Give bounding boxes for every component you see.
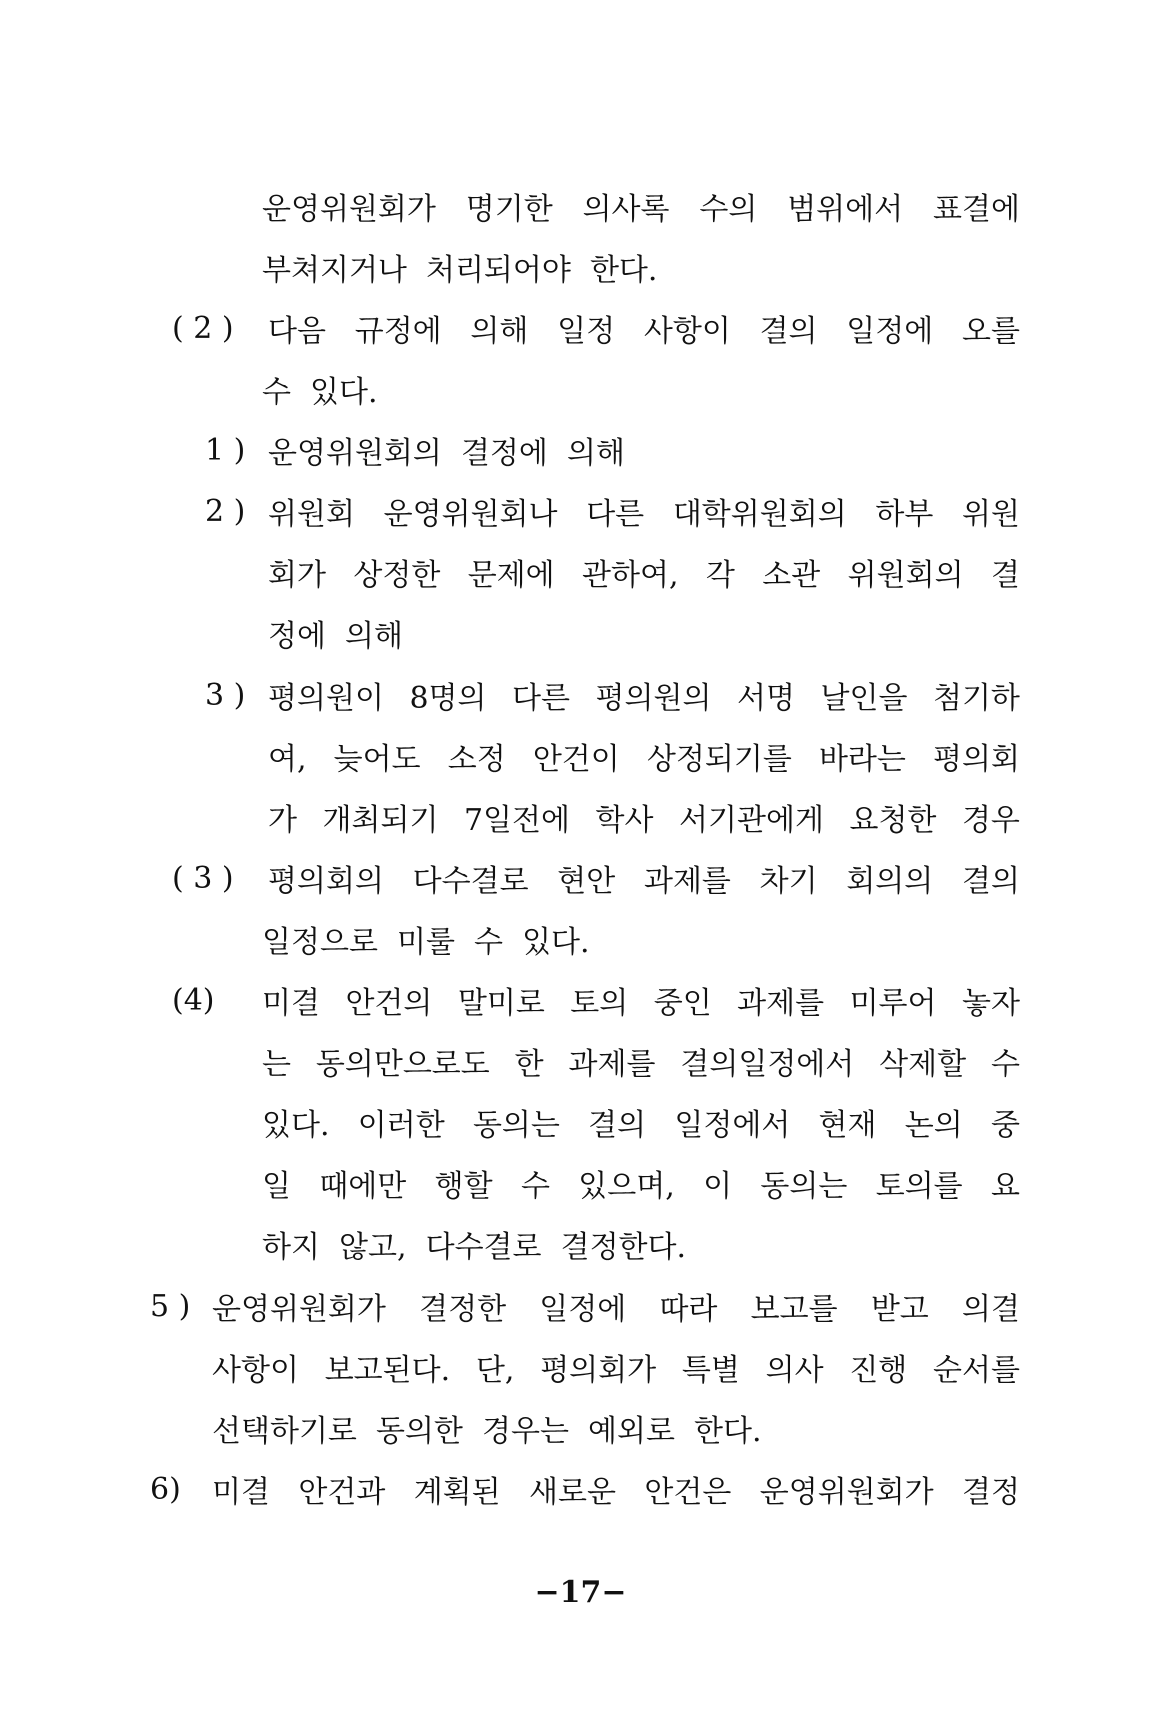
word: 소정 bbox=[447, 742, 506, 777]
word: 보고된다. bbox=[324, 1353, 451, 1388]
word: 결의일정에서 bbox=[680, 1047, 855, 1082]
word: 있다. bbox=[262, 1108, 330, 1143]
word: 일정에 bbox=[846, 314, 934, 349]
item-6-marker: 6) bbox=[150, 1471, 181, 1507]
word: 안건이 bbox=[532, 742, 620, 777]
word: 문제에 bbox=[467, 558, 555, 593]
word: 상정되기를 bbox=[646, 742, 792, 777]
sub-3-line1 bbox=[268, 664, 1020, 726]
sub-3-line2 bbox=[268, 725, 1020, 787]
item-4-line1 bbox=[262, 969, 1020, 1031]
item-4-line3 bbox=[262, 1091, 1020, 1153]
word: 결정 bbox=[962, 1475, 1020, 1510]
word: 평의회의 bbox=[268, 864, 384, 899]
word: 수의 bbox=[699, 192, 758, 227]
word: 일정에 bbox=[539, 1292, 627, 1327]
word: 과제를 bbox=[737, 986, 825, 1021]
word: 한 bbox=[514, 1047, 544, 1082]
word: 결의 bbox=[588, 1108, 647, 1143]
word: 의해 bbox=[470, 314, 529, 349]
word: 동의만으로도 bbox=[315, 1047, 490, 1082]
sub-2-line3: 정에 의해 bbox=[268, 619, 403, 654]
word: 회의의 bbox=[846, 864, 934, 899]
word: 논의 bbox=[904, 1108, 963, 1143]
word: 보고를 bbox=[750, 1292, 838, 1327]
word: 늦어도 bbox=[333, 742, 421, 777]
word: 표결에 bbox=[932, 192, 1020, 227]
word: 일정에서 bbox=[674, 1108, 791, 1143]
item-5-line1 bbox=[212, 1275, 1020, 1337]
word: 날인을 bbox=[820, 681, 908, 716]
word: 위원회 bbox=[268, 497, 355, 532]
word: 8명의 bbox=[409, 681, 487, 716]
word: 평의원이 bbox=[268, 681, 384, 716]
word: 수 bbox=[991, 1047, 1020, 1082]
word: 관하여, bbox=[582, 558, 679, 593]
word: 요청한 bbox=[849, 803, 937, 838]
word: 동의는 bbox=[472, 1108, 560, 1143]
word: 안건은 bbox=[644, 1475, 732, 1510]
word: 개최되기 bbox=[322, 803, 439, 838]
item-4-line4 bbox=[262, 1152, 1020, 1214]
sub-2-line2 bbox=[268, 541, 1020, 603]
word: 대학위원회의 bbox=[672, 497, 847, 532]
sub-1-text: 운영위원회의 결정에 의해 bbox=[268, 436, 625, 471]
word: 사항이 bbox=[212, 1353, 299, 1388]
word: 경우 bbox=[961, 803, 1020, 838]
word: 회가 bbox=[268, 558, 326, 593]
word: 단, bbox=[475, 1353, 515, 1388]
word: 평의원의 bbox=[595, 681, 712, 716]
page-number: −17− bbox=[534, 1575, 627, 1610]
item-2-marker: ( 2 ) bbox=[172, 310, 234, 346]
word: 수 bbox=[520, 1169, 550, 1204]
word: 차기 bbox=[759, 864, 818, 899]
sub-2-marker: 2 ) bbox=[205, 493, 246, 529]
word: 의사록 bbox=[582, 192, 670, 227]
sub-2-line1 bbox=[268, 480, 1020, 542]
word: 각 bbox=[705, 558, 735, 593]
sub-1-marker: 1 ) bbox=[205, 432, 246, 468]
word: 의사 bbox=[765, 1353, 824, 1388]
word: 안건과 bbox=[298, 1475, 386, 1510]
word: 결의 bbox=[962, 864, 1020, 899]
item-3-line1 bbox=[268, 847, 1020, 909]
item-3-line2: 일정으로 미룰 수 있다. bbox=[262, 925, 590, 960]
item-5-marker: 5 ) bbox=[150, 1288, 191, 1324]
word: 평의회 bbox=[933, 742, 1020, 777]
word: 위원회의 bbox=[847, 558, 964, 593]
word: 중인 bbox=[653, 986, 712, 1021]
word: 다음 bbox=[268, 314, 326, 349]
word: 오를 bbox=[961, 314, 1020, 349]
word: 미루어 bbox=[849, 986, 937, 1021]
item-5-line2 bbox=[212, 1336, 1020, 1398]
word: 의결 bbox=[962, 1292, 1020, 1327]
item-4-marker: (4) bbox=[172, 982, 215, 1018]
block1-line1 bbox=[262, 175, 1020, 237]
word: 는 bbox=[262, 1047, 291, 1082]
word: 하부 bbox=[875, 497, 934, 532]
word: 때에만 bbox=[319, 1169, 407, 1204]
word: 첨기하 bbox=[932, 681, 1020, 716]
word: 여, bbox=[268, 742, 307, 777]
word: 서명 bbox=[736, 681, 795, 716]
word: 새로운 bbox=[529, 1475, 616, 1510]
word: 현재 bbox=[818, 1108, 877, 1143]
word: 사항이 bbox=[643, 314, 731, 349]
word: 과제를 bbox=[568, 1047, 656, 1082]
word: 다수결로 bbox=[412, 864, 529, 899]
word: 소관 bbox=[762, 558, 821, 593]
word: 규정에 bbox=[354, 314, 442, 349]
word: 7일전에 bbox=[463, 803, 570, 838]
sub-3-marker: 3 ) bbox=[205, 677, 246, 713]
word: 중 bbox=[990, 1108, 1020, 1143]
word: 위원 bbox=[962, 497, 1020, 532]
item-4-line2 bbox=[262, 1030, 1020, 1092]
word: 토의를 bbox=[875, 1169, 963, 1204]
word: 토의 bbox=[570, 986, 629, 1021]
word: 다른 bbox=[586, 497, 645, 532]
word: 결 bbox=[990, 558, 1020, 593]
word: 운영위원회나 bbox=[383, 497, 558, 532]
word: 상정한 bbox=[353, 558, 441, 593]
word: 과제를 bbox=[643, 864, 731, 899]
word: 놓자 bbox=[962, 986, 1020, 1021]
word: 일 bbox=[262, 1169, 291, 1204]
word: 안건의 bbox=[345, 986, 433, 1021]
word: 현안 bbox=[557, 864, 616, 899]
item-2-line1 bbox=[268, 297, 1020, 359]
word: 운영위원회가 bbox=[262, 192, 436, 227]
word: 미결 bbox=[262, 986, 320, 1021]
word: 다른 bbox=[512, 681, 570, 716]
word: 이러한 bbox=[357, 1108, 445, 1143]
word: 요 bbox=[991, 1169, 1020, 1204]
word: 범위에서 bbox=[787, 192, 904, 227]
sub-3-line3 bbox=[268, 786, 1020, 848]
block1-line2: 부쳐지거나 처리되어야 한다. bbox=[262, 253, 658, 288]
word: 명기한 bbox=[465, 192, 553, 227]
word: 순서를 bbox=[933, 1353, 1020, 1388]
word: 서기관에게 bbox=[679, 803, 824, 838]
word: 진행 bbox=[849, 1353, 908, 1388]
word: 특별 bbox=[681, 1353, 740, 1388]
word: 계획된 bbox=[413, 1475, 501, 1510]
word: 있으며, bbox=[578, 1169, 675, 1204]
word: 동의는 bbox=[760, 1169, 848, 1204]
word: 평의회가 bbox=[540, 1353, 657, 1388]
word: 운영위원회가 bbox=[759, 1475, 934, 1510]
word: 운영위원회가 bbox=[212, 1292, 386, 1327]
word: 학사 bbox=[595, 803, 654, 838]
item-6-line1 bbox=[212, 1458, 1020, 1520]
word: 받고 bbox=[870, 1292, 929, 1327]
item-5-line3: 선택하기로 동의한 경우는 예외로 한다. bbox=[212, 1414, 762, 1449]
word: 행할 bbox=[434, 1169, 493, 1204]
word: 삭제할 bbox=[879, 1047, 967, 1082]
word: 말미로 bbox=[457, 986, 545, 1021]
item-2-line2: 수 있다. bbox=[262, 375, 378, 410]
word: 미결 bbox=[212, 1475, 270, 1510]
item-3-marker: ( 3 ) bbox=[172, 860, 234, 896]
word: 결정한 bbox=[419, 1292, 507, 1327]
item-4-line5: 하지 않고, 다수결로 결정한다. bbox=[262, 1230, 687, 1265]
word: 바라는 bbox=[818, 742, 906, 777]
word: 가 bbox=[268, 803, 297, 838]
word: 이 bbox=[703, 1169, 733, 1204]
word: 결의 bbox=[759, 314, 818, 349]
word: 따라 bbox=[659, 1292, 718, 1327]
word: 일정 bbox=[557, 314, 616, 349]
